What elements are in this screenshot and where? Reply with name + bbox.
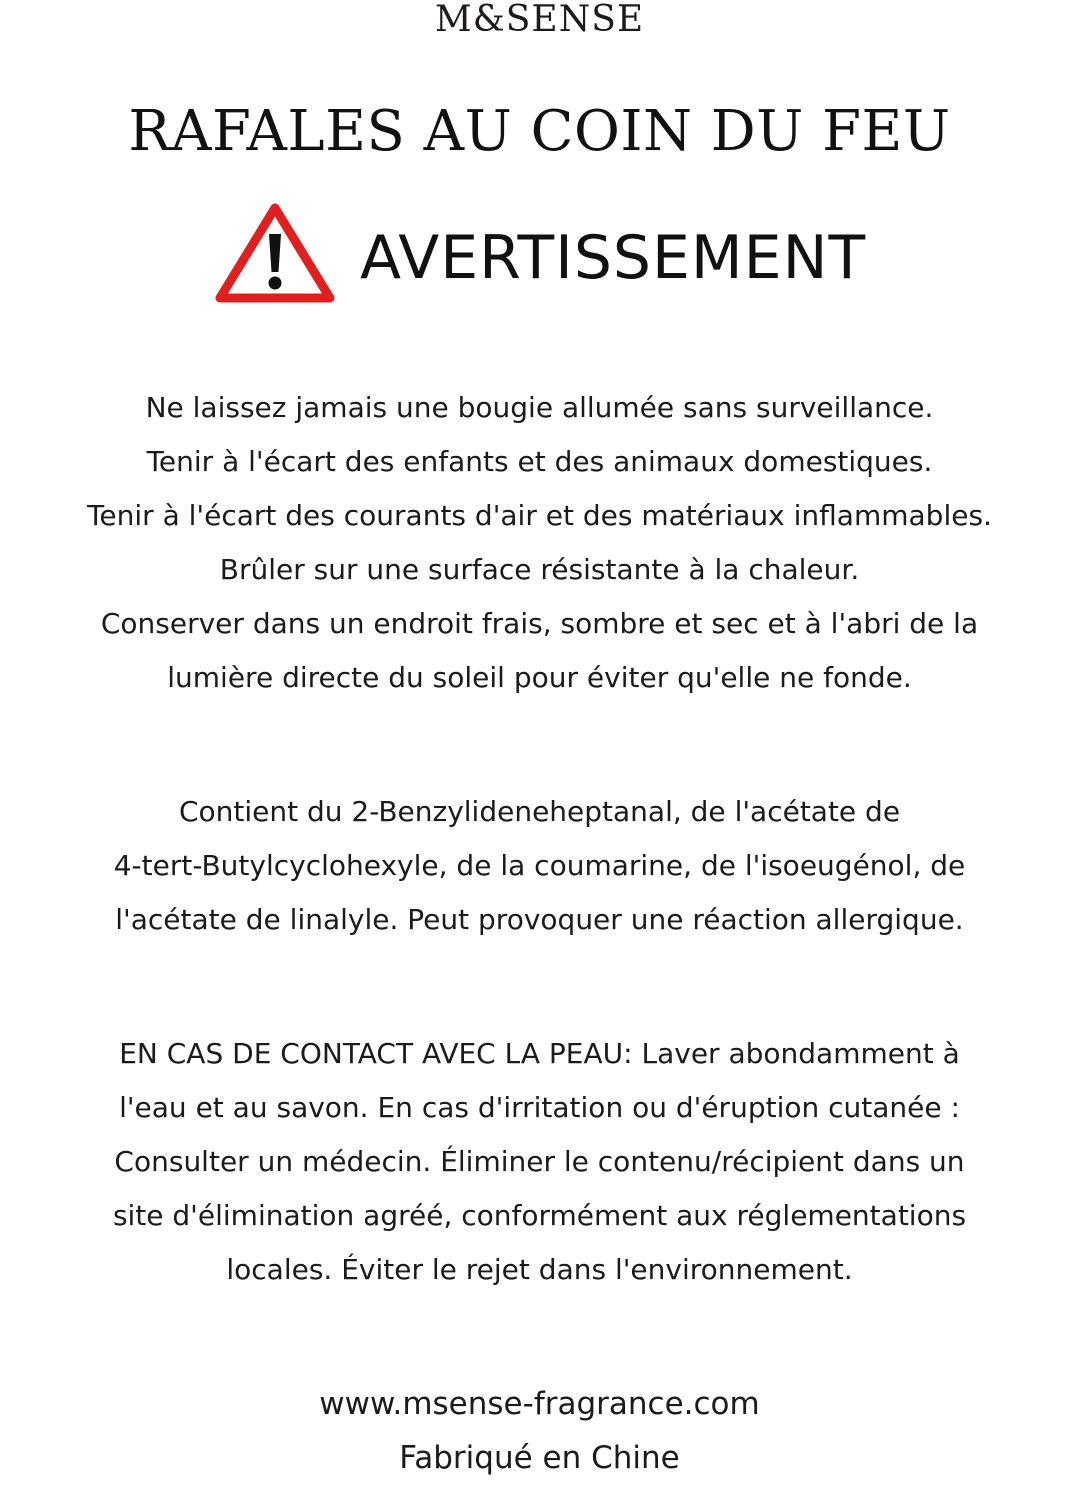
safety-line: Ne laissez jamais une bougie allumée sans surveillance. xyxy=(145,391,934,424)
contact-line: locales. Éviter le rejet dans l'environnement. xyxy=(226,1253,853,1286)
safety-line: Conserver dans un endroit frais, sombre et sec et à l'abri de la xyxy=(100,607,979,640)
warning-label: AVERTISSEMENT xyxy=(360,223,867,293)
contact-heading: EN CAS DE CONTACT AVEC LA PEAU xyxy=(119,1037,624,1070)
product-title: RAFALES AU COIN DU FEU xyxy=(128,99,951,164)
safety-line: Tenir à l'écart des enfants et des animaux domestiques. xyxy=(146,445,933,478)
contact-first-line xyxy=(0,1027,1079,1081)
allergen-line: l'acétate de linalyle. Peut provoquer une réaction allergique. xyxy=(115,903,964,936)
allergen-line: 4-tert-Butylcyclohexyle, de la coumarine, de l'isoeugénol, de xyxy=(113,849,966,882)
skin-contact-instructions xyxy=(0,1027,1079,1297)
safety-line: Brûler sur une surface résistante à la chaleur. xyxy=(219,553,860,586)
contact-first-line-rest: : Laver abondamment à xyxy=(623,1037,960,1070)
warning-header xyxy=(0,200,1079,310)
warning-triangle-icon xyxy=(212,200,338,306)
allergen-statement xyxy=(0,785,1079,947)
contact-line: l'eau et au savon. En cas d'irritation ou d'éruption cutanée : xyxy=(119,1091,960,1124)
safety-instructions xyxy=(0,381,1079,705)
website-link: www.msense-fragrance.com xyxy=(319,1386,760,1422)
footer xyxy=(0,1377,1079,1485)
origin-text: Fabriqué en Chine xyxy=(399,1440,680,1476)
contact-line: site d'élimination agréé, conformément aux réglementations xyxy=(112,1199,967,1232)
safety-line: Tenir à l'écart des courants d'air et des matériaux inflammables. xyxy=(87,499,992,532)
contact-line: Consulter un médecin. Éliminer le contenu/récipient dans un xyxy=(114,1145,965,1178)
safety-line: lumière directe du soleil pour éviter qu'elle ne fonde. xyxy=(167,661,912,694)
brand-logo: M&SENSE xyxy=(434,0,645,40)
allergen-line: Contient du 2-Benzylideneheptanal, de l'acétate de xyxy=(178,795,901,828)
